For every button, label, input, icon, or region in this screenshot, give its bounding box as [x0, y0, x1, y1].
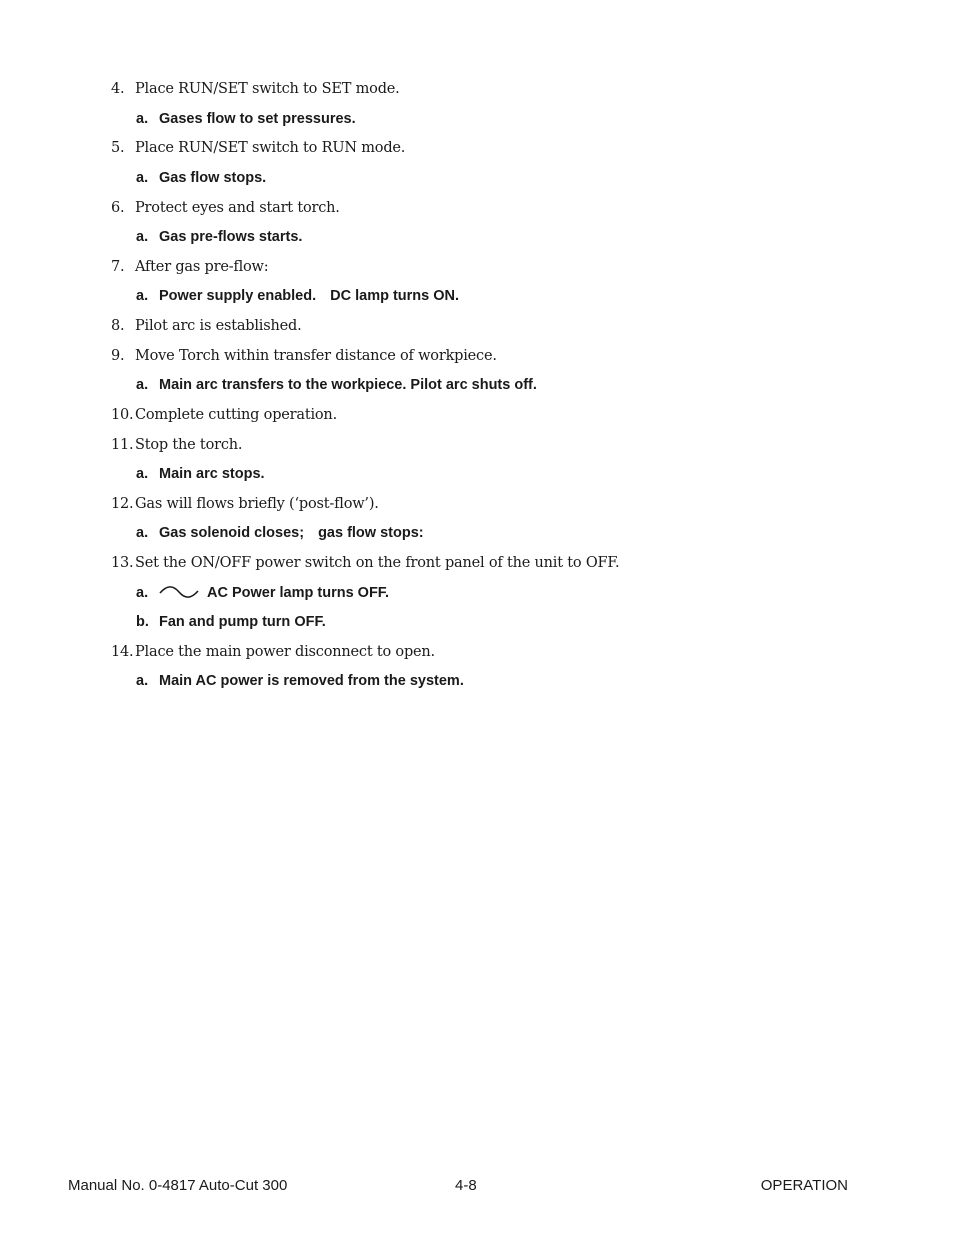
- substep-text-2: gas flow stops:: [318, 525, 424, 541]
- step-text: Move Torch within transfer distance of workpiece.: [135, 348, 497, 364]
- substep-letter: a.: [136, 377, 149, 393]
- step-12: [111, 496, 379, 512]
- substep-text: Gas pre-flows starts.: [159, 229, 303, 245]
- step-7: [111, 259, 268, 275]
- substep-text: Gas solenoid closes;: [159, 525, 305, 541]
- substep-letter: a.: [136, 229, 149, 245]
- step-6: [111, 200, 340, 216]
- step-number: 12.: [111, 496, 134, 512]
- step-4: [111, 81, 400, 97]
- substep-text: Main AC power is removed from the system.: [159, 673, 464, 689]
- step-5: [111, 140, 405, 156]
- step-8: [111, 318, 302, 334]
- step-text: Gas will flows briefly (‘post-flow’).: [135, 496, 379, 512]
- step-text: Pilot arc is established.: [135, 318, 302, 334]
- step-number: 9.: [111, 348, 125, 364]
- step-text: Place RUN/SET switch to SET mode.: [135, 81, 400, 97]
- step-number: 13.: [111, 555, 134, 571]
- footer-page-number: 4-8: [455, 1177, 477, 1194]
- substep-letter: a.: [136, 111, 149, 127]
- step-9-substep-a: [136, 377, 537, 393]
- step-number: 7.: [111, 259, 125, 275]
- step-text: Protect eyes and start torch.: [135, 200, 340, 216]
- step-number: 14.: [111, 644, 134, 660]
- step-6-substep-a: [136, 229, 302, 245]
- substep-letter: a.: [136, 170, 149, 186]
- step-11: [111, 437, 242, 453]
- step-number: 4.: [111, 81, 125, 97]
- step-10: [111, 407, 337, 423]
- step-13-substep-a: [136, 585, 389, 601]
- step-7-substep-a: [136, 288, 459, 304]
- substep-text: Main arc stops.: [159, 466, 265, 482]
- step-11-substep-a: [136, 466, 265, 482]
- step-13: [111, 555, 619, 571]
- substep-text: Main arc transfers to the workpiece. Pilot arc shuts off.: [159, 377, 537, 393]
- step-4-substep-a: [136, 111, 356, 127]
- substep-letter: a.: [136, 288, 149, 304]
- step-number: 10.: [111, 407, 134, 423]
- footer-section-name: OPERATION: [760, 1177, 848, 1194]
- step-12-substep-a: [136, 525, 424, 541]
- step-text: Set the ON/OFF power switch on the front panel of the unit to OFF.: [135, 555, 620, 571]
- step-text: Place the main power disconnect to open.: [135, 644, 435, 660]
- step-13-substep-b: [136, 614, 326, 630]
- step-text: Stop the torch.: [135, 437, 243, 453]
- step-text: After gas pre-flow:: [135, 259, 269, 275]
- step-14-substep-a: [136, 673, 464, 689]
- substep-letter: a.: [136, 466, 149, 482]
- substep-letter: a.: [136, 585, 149, 601]
- substep-text: Power supply enabled.: [159, 288, 317, 304]
- step-number: 11.: [111, 437, 134, 453]
- substep-text: Gases flow to set pressures.: [159, 111, 356, 127]
- footer-manual-number: Manual No. 0-4817 Auto-Cut 300: [68, 1177, 288, 1194]
- step-9: [111, 348, 497, 364]
- ac-sine-wave-icon: [159, 584, 199, 600]
- step-number: 8.: [111, 318, 125, 334]
- substep-letter: a.: [136, 525, 149, 541]
- substep-text: AC Power lamp turns OFF.: [207, 585, 390, 601]
- step-5-substep-a: [136, 170, 266, 186]
- substep-letter: a.: [136, 673, 149, 689]
- substep-text: Fan and pump turn OFF.: [159, 614, 326, 630]
- step-14: [111, 644, 435, 660]
- step-text: Complete cutting operation.: [135, 407, 337, 423]
- substep-letter: b.: [136, 614, 149, 630]
- step-text: Place RUN/SET switch to RUN mode.: [135, 140, 406, 156]
- step-number: 5.: [111, 140, 125, 156]
- substep-text: Gas flow stops.: [159, 170, 267, 186]
- step-number: 6.: [111, 200, 125, 216]
- substep-text-2: DC lamp turns ON.: [330, 288, 460, 304]
